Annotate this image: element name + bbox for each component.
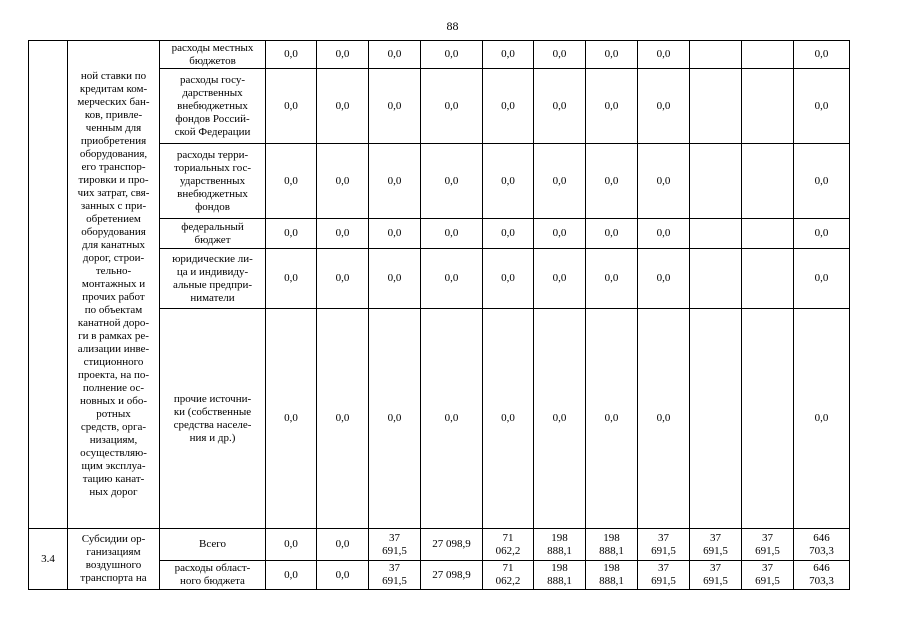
budget-table bbox=[28, 40, 850, 590]
amount-cell: 0,0 bbox=[317, 561, 369, 590]
amount-cell: 0,0 bbox=[266, 309, 317, 529]
amount-cell: 0,0 bbox=[483, 219, 534, 249]
amount-cell bbox=[742, 69, 794, 144]
amount-cell: 198 888,1 bbox=[586, 529, 638, 561]
amount-cell: 0,0 bbox=[638, 144, 690, 219]
amount-cell: 0,0 bbox=[586, 219, 638, 249]
amount-cell: 0,0 bbox=[317, 219, 369, 249]
amount-cell: 0,0 bbox=[369, 309, 421, 529]
amount-cell: 0,0 bbox=[421, 144, 483, 219]
amount-cell: 0,0 bbox=[317, 249, 369, 309]
amount-cell: 0,0 bbox=[586, 41, 638, 69]
funding-source: расходы област- ного бюджета bbox=[160, 561, 266, 590]
amount-cell bbox=[742, 219, 794, 249]
page-number: 88 bbox=[446, 19, 459, 33]
amount-cell: 198 888,1 bbox=[586, 561, 638, 590]
amount-cell: 37 691,5 bbox=[638, 561, 690, 590]
amount-cell: 0,0 bbox=[794, 144, 850, 219]
amount-cell: 0,0 bbox=[794, 309, 850, 529]
amount-cell: 37 691,5 bbox=[742, 529, 794, 561]
amount-cell: 0,0 bbox=[586, 309, 638, 529]
item-number bbox=[29, 41, 68, 529]
amount-cell: 0,0 bbox=[534, 144, 586, 219]
amount-cell: 0,0 bbox=[638, 249, 690, 309]
amount-cell: 0,0 bbox=[369, 41, 421, 69]
amount-cell: 0,0 bbox=[421, 309, 483, 529]
amount-cell: 37 691,5 bbox=[690, 529, 742, 561]
amount-cell: 0,0 bbox=[266, 69, 317, 144]
amount-cell: 0,0 bbox=[534, 69, 586, 144]
amount-cell: 0,0 bbox=[638, 41, 690, 69]
amount-cell: 37 691,5 bbox=[369, 561, 421, 590]
amount-cell: 0,0 bbox=[586, 144, 638, 219]
amount-cell: 0,0 bbox=[421, 41, 483, 69]
amount-cell: 0,0 bbox=[586, 249, 638, 309]
amount-cell: 71 062,2 bbox=[483, 561, 534, 590]
amount-cell: 0,0 bbox=[483, 41, 534, 69]
amount-cell: 0,0 bbox=[794, 69, 850, 144]
amount-cell: 646 703,3 bbox=[794, 561, 850, 590]
item-name: Субсидии ор- ганизациям воздушного транспорта на bbox=[80, 533, 147, 584]
amount-cell bbox=[690, 69, 742, 144]
amount-cell bbox=[742, 41, 794, 69]
amount-cell: 37 691,5 bbox=[690, 561, 742, 590]
amount-cell: 198 888,1 bbox=[534, 561, 586, 590]
amount-cell: 37 691,5 bbox=[369, 529, 421, 561]
amount-cell: 0,0 bbox=[794, 219, 850, 249]
item-name-cell bbox=[68, 41, 160, 529]
amount-cell bbox=[742, 249, 794, 309]
amount-cell: 0,0 bbox=[483, 249, 534, 309]
amount-cell: 0,0 bbox=[266, 219, 317, 249]
amount-cell: 0,0 bbox=[421, 69, 483, 144]
funding-source: федеральный бюджет bbox=[160, 219, 266, 249]
amount-cell: 0,0 bbox=[369, 144, 421, 219]
amount-cell bbox=[690, 219, 742, 249]
amount-cell bbox=[690, 249, 742, 309]
amount-cell: 37 691,5 bbox=[638, 529, 690, 561]
amount-cell: 0,0 bbox=[794, 41, 850, 69]
amount-cell: 27 098,9 bbox=[421, 561, 483, 590]
amount-cell: 0,0 bbox=[483, 69, 534, 144]
amount-cell: 37 691,5 bbox=[742, 561, 794, 590]
amount-cell bbox=[690, 309, 742, 529]
funding-source: расходы терри- ториальных гос- ударственных внебюджетных фондов bbox=[160, 144, 266, 219]
funding-source: Всего bbox=[160, 529, 266, 561]
amount-cell: 0,0 bbox=[317, 529, 369, 561]
funding-source: прочие источни- ки (собственные средства населе- ния и др.) bbox=[160, 309, 266, 529]
amount-cell bbox=[742, 309, 794, 529]
amount-cell: 27 098,9 bbox=[421, 529, 483, 561]
item-name: ной ставки по кредитам ком- мерческих бан- ков, привле- ченным для приобретения оборудования, его транспор- тировки и про- чих затрат, свя- занных с при- обретением оборудования для канатных дорог, строи- тельно- монтажных и прочих работ по объектам канатной доро- ги в рамках ре- ализации инве- стиционного проекта, на по- полнение ос- новных и обо- ротных средств, орга- низациям, осуществляю- щим эксплуа- тацию канат- ных дорог bbox=[77, 70, 150, 498]
funding-source: юридические ли- ца и индивиду- альные предпри- ниматели bbox=[160, 249, 266, 309]
table-body bbox=[29, 41, 850, 590]
amount-cell: 0,0 bbox=[369, 219, 421, 249]
amount-cell: 0,0 bbox=[317, 69, 369, 144]
amount-cell: 0,0 bbox=[266, 41, 317, 69]
amount-cell: 0,0 bbox=[266, 249, 317, 309]
amount-cell bbox=[690, 41, 742, 69]
amount-cell: 0,0 bbox=[534, 219, 586, 249]
amount-cell: 0,0 bbox=[638, 309, 690, 529]
amount-cell: 0,0 bbox=[638, 219, 690, 249]
amount-cell: 646 703,3 bbox=[794, 529, 850, 561]
amount-cell: 0,0 bbox=[266, 144, 317, 219]
amount-cell: 0,0 bbox=[586, 69, 638, 144]
amount-cell: 198 888,1 bbox=[534, 529, 586, 561]
amount-cell: 0,0 bbox=[638, 69, 690, 144]
amount-cell: 0,0 bbox=[369, 249, 421, 309]
amount-cell: 0,0 bbox=[317, 309, 369, 529]
amount-cell: 0,0 bbox=[534, 249, 586, 309]
amount-cell: 0,0 bbox=[534, 41, 586, 69]
amount-cell: 0,0 bbox=[421, 249, 483, 309]
amount-cell: 0,0 bbox=[534, 309, 586, 529]
funding-source: расходы госу- дарственных внебюджетных фондов Россий- ской Федерации bbox=[160, 69, 266, 144]
funding-source: расходы местных бюджетов bbox=[160, 41, 266, 69]
amount-cell: 71 062,2 bbox=[483, 529, 534, 561]
amount-cell: 0,0 bbox=[483, 309, 534, 529]
amount-cell: 0,0 bbox=[794, 249, 850, 309]
amount-cell bbox=[690, 144, 742, 219]
amount-cell: 0,0 bbox=[421, 219, 483, 249]
amount-cell: 0,0 bbox=[317, 41, 369, 69]
amount-cell: 0,0 bbox=[369, 69, 421, 144]
amount-cell: 0,0 bbox=[317, 144, 369, 219]
amount-cell: 0,0 bbox=[266, 529, 317, 561]
item-name-cell bbox=[68, 529, 160, 590]
amount-cell: 0,0 bbox=[483, 144, 534, 219]
item-number: 3.4 bbox=[29, 529, 68, 590]
amount-cell bbox=[742, 144, 794, 219]
amount-cell: 0,0 bbox=[266, 561, 317, 590]
